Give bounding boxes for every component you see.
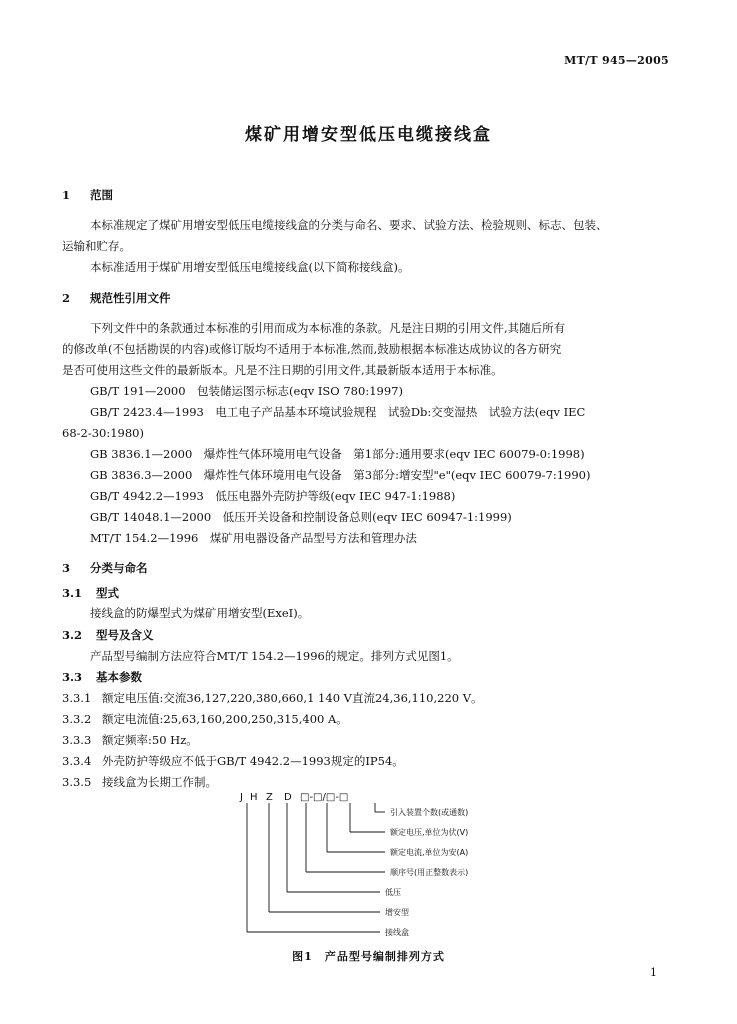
reference-item: GB/T 2423.4—1993 电工电子产品基本环境试验规程 试验Db:交变湿热 试验方法(eqv IEC [90,405,586,419]
section-number: 3 [62,561,71,575]
label-junction-box: 接线盒 [385,928,409,937]
label-inlet-count: 引入装置个数(或通数) [390,808,469,817]
label-low-voltage: 低压 [385,888,401,897]
subsection-number: 3.2 [62,628,83,642]
code-placeholder-boxes: □-□/□-□ [300,792,349,803]
document-title: 煤矿用增安型低压电缆接线盒 [245,125,492,145]
reference-item: GB/T 4942.2—1993 低压电器外壳防护等级(eqv IEC 947-1:1988) [90,489,456,503]
reference-item-continuation: 68-2-30:1980) [62,426,144,440]
code-letter-h: H [250,792,258,803]
paragraph-line: 接线盒的防爆型式为煤矿用增安型(ExeI)。 [90,606,310,620]
paragraph-line: 本标准适用于煤矿用增安型低压电缆接线盒(以下简称接线盒)。 [90,260,410,274]
figure-caption: 图1 产品型号编制排列方式 [292,950,445,963]
subsection-number: 3.1 [62,586,83,600]
label-increased-safety: 增安型 [385,908,409,917]
reference-item: MT/T 154.2—1996 煤矿用电器设备产品型号方法和管理办法 [90,531,417,545]
clause-number: 3.3.2 [62,712,92,726]
label-rated-voltage: 额定电压,单位为伏(V) [390,828,469,837]
page-number: 1 [650,966,657,979]
code-letter-j: J [240,792,243,803]
section-number: 1 [62,188,71,202]
subsection-title: 型号及含义 [96,628,154,642]
paragraph-line: 产品型号编制方法应符合MT/T 154.2—1996的规定。排列方式见图1。 [90,649,459,663]
clause-number: 3.3.4 [62,754,92,768]
label-rated-current: 额定电流,单位为安(A) [390,848,469,857]
reference-item: GB 3836.3—2000 爆炸性气体环境用电气设备 第3部分:增安型"e"(eqv IEC 60079-7:1990) [90,468,591,482]
standard-number: MT/T 945—2005 [564,54,669,67]
clause-text: 额定频率:50 Hz。 [102,733,198,747]
clause-number: 3.3.1 [62,691,92,705]
paragraph-line: 下列文件中的条款通过本标准的引用而成为本标准的条款。凡是注日期的引用文件,其随后所有 [90,321,566,335]
clause-text: 额定电压值:交流36,127,220,380,660,1 140 V直流24,36,110,220 V。 [102,691,483,705]
section-number: 2 [62,291,71,305]
code-letter-d: D [284,792,292,803]
section-title: 分类与命名 [90,561,148,575]
paragraph-line: 的修改单(不包括勘误的内容)或修订版均不适用于本标准,然而,鼓励根据本标准达成协议的各方研究 [62,342,562,356]
subsection-number: 3.3 [62,670,83,684]
paragraph-line: 本标准规定了煤矿用增安型低压电缆接线盒的分类与命名、要求、试验方法、检验规则、标志、包装、 [90,218,608,232]
label-sequence-number: 顺序号(用正整数表示) [390,868,469,877]
clause-text: 额定电流值:25,63,160,200,250,315,400 A。 [102,712,348,726]
reference-item: GB 3836.1—2000 爆炸性气体环境用电气设备 第1部分:通用要求(eqv IEC 60079-0:1998) [90,447,585,461]
clause-text: 接线盒为长期工作制。 [102,775,217,789]
paragraph-line: 是否可使用这些文件的最新版本。凡是不注日期的引用文件,其最新版本适用于本标准。 [62,363,503,377]
reference-item: GB/T 191—2000 包装储运图示标志(eqv ISO 780:1997) [90,384,403,398]
clause-number: 3.3.3 [62,733,92,747]
section-title: 规范性引用文件 [90,291,171,305]
subsection-title: 型式 [96,586,119,600]
clause-text: 外壳防护等级应不低于GB/T 4942.2—1993规定的IP54。 [102,754,404,768]
code-letter-z: Z [266,792,273,803]
reference-item: GB/T 14048.1—2000 低压开关设备和控制设备总则(eqv IEC 60947-1:1999) [90,510,512,524]
section-title: 范围 [90,188,113,202]
clause-number: 3.3.5 [62,775,92,789]
paragraph-line: 运输和贮存。 [62,239,131,253]
subsection-title: 基本参数 [96,670,142,684]
